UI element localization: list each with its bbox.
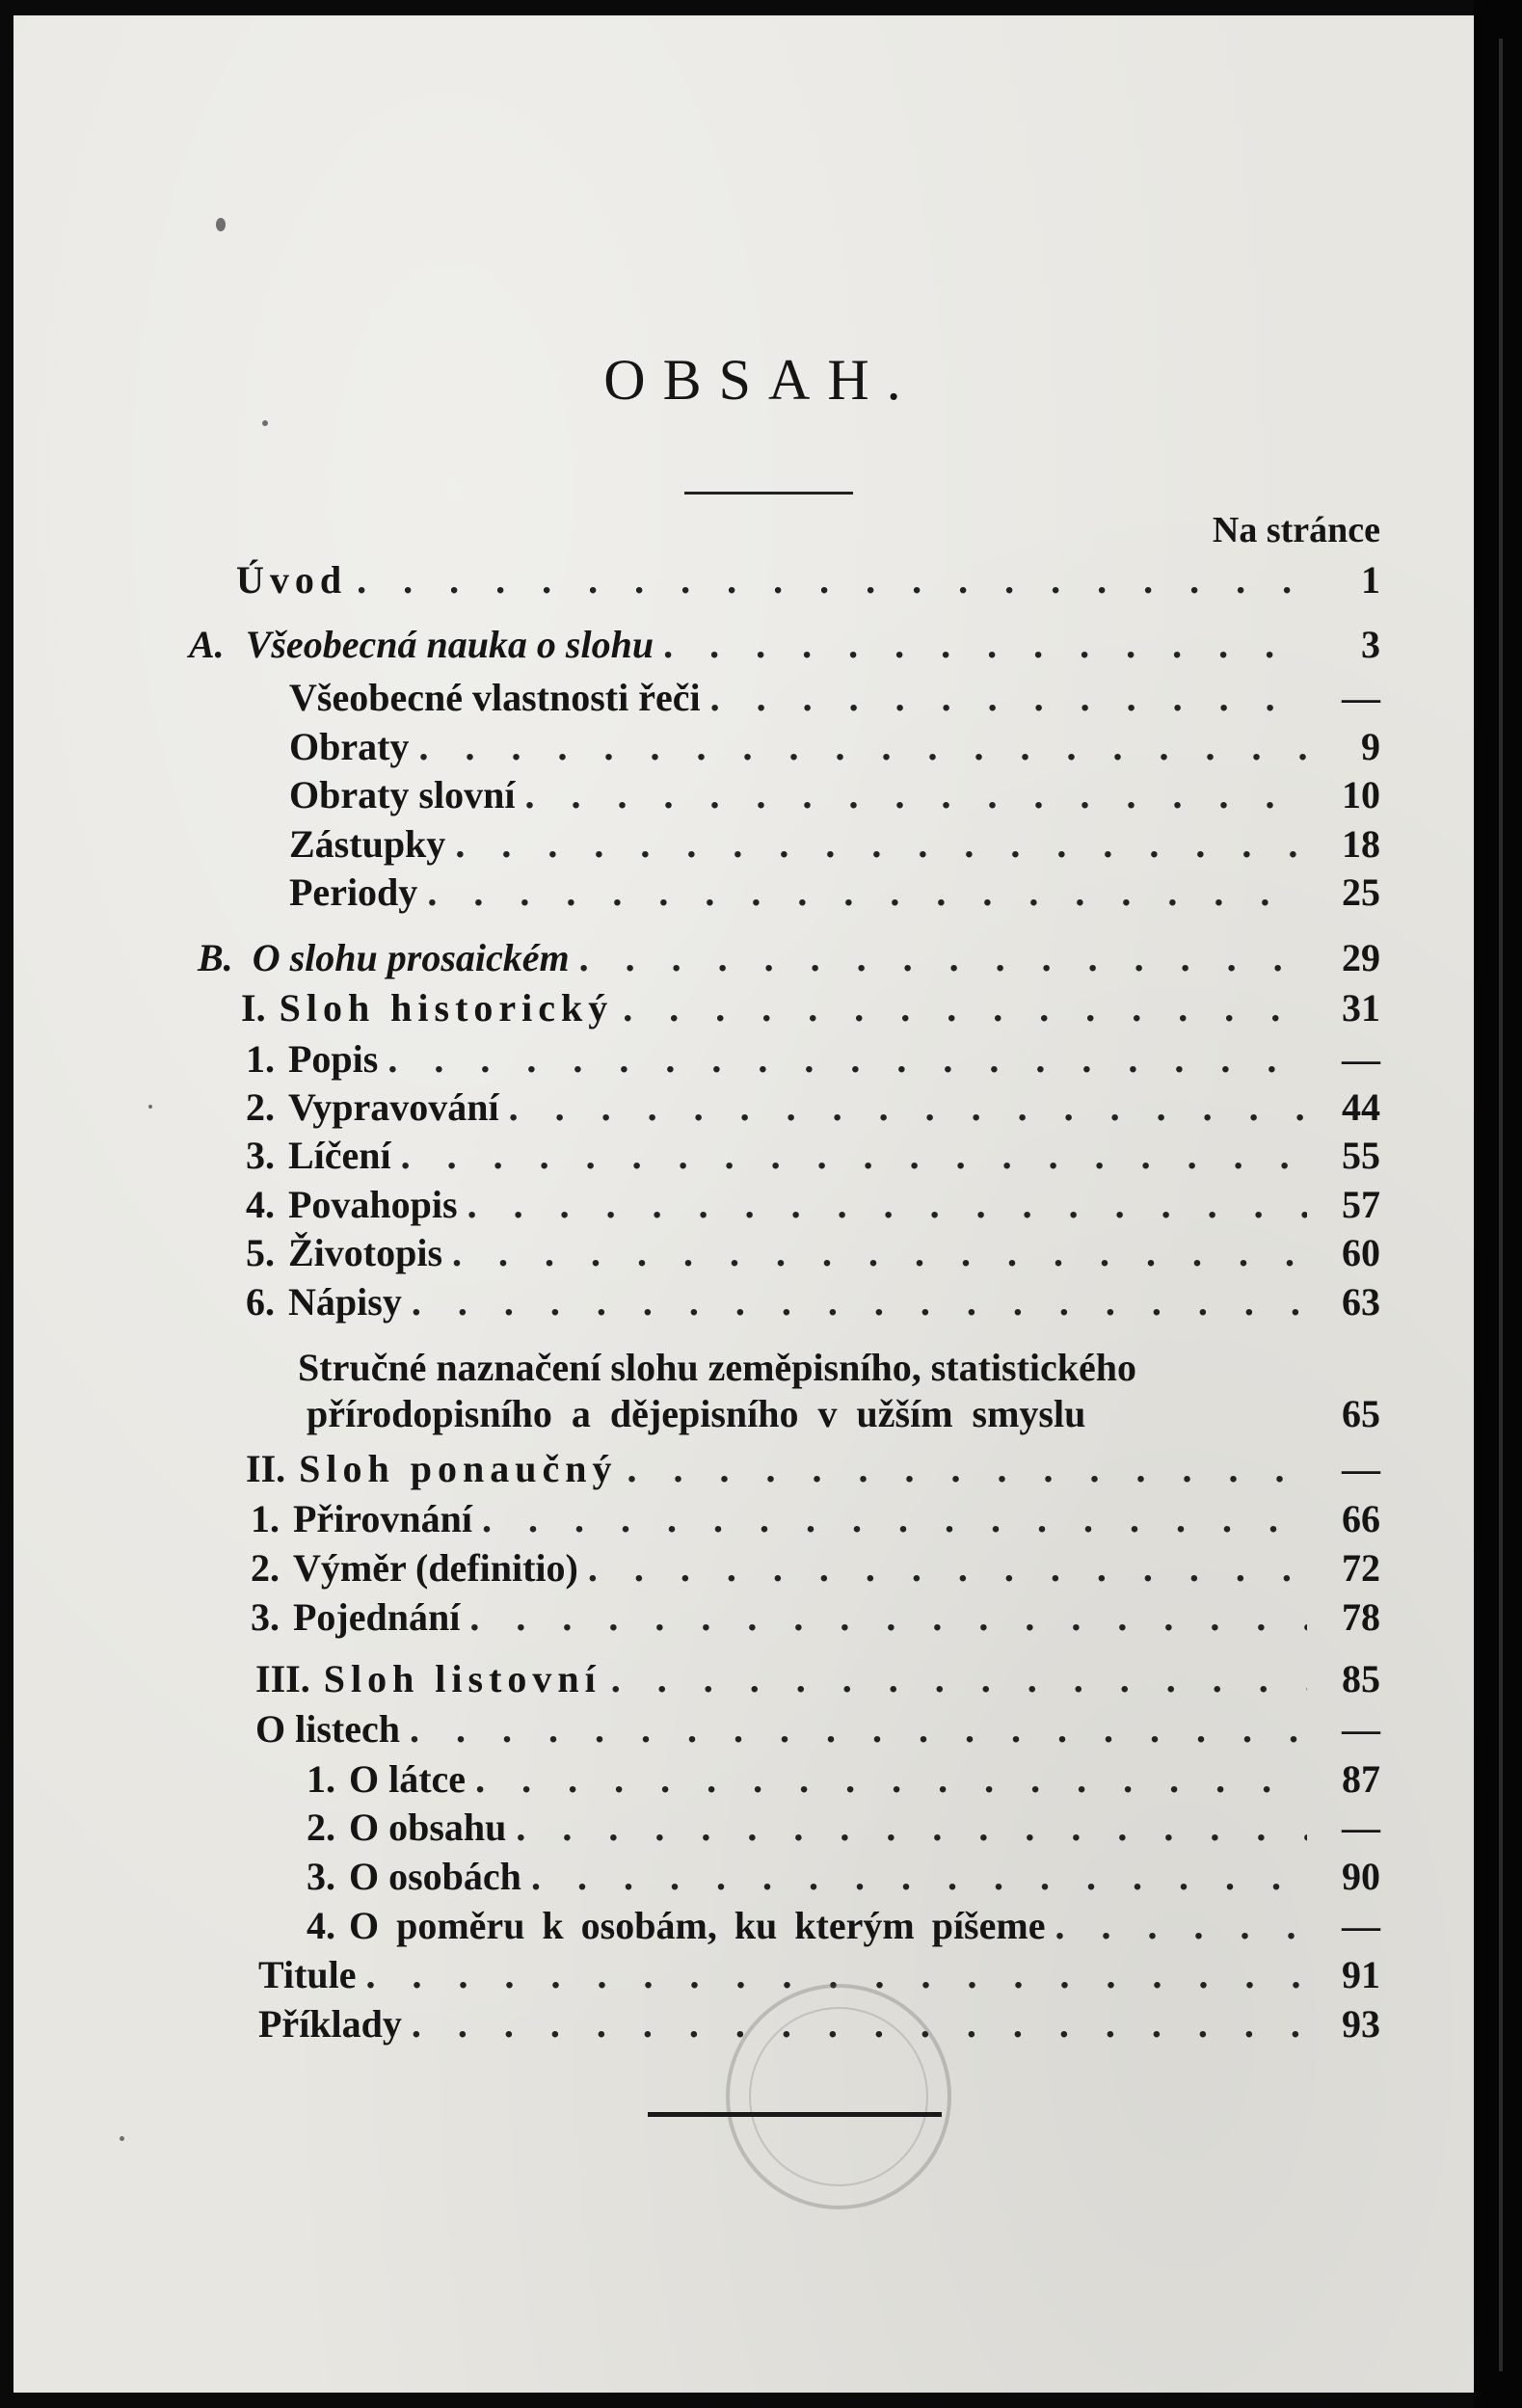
entry-label: 1. xyxy=(246,1037,275,1081)
entry-page: 93 xyxy=(1342,2002,1380,2046)
toc-entry xyxy=(289,772,1380,820)
paper-speck xyxy=(148,1105,152,1109)
note-line: Stručné naznačení slohu zeměpisního, statistického xyxy=(298,1346,1137,1389)
toc-entry xyxy=(307,1805,1380,1853)
dot-leader xyxy=(516,1805,1307,1850)
toc-entry xyxy=(251,1594,1380,1643)
entry-label: 4. xyxy=(307,1904,335,1947)
dot-leader xyxy=(452,1230,1307,1275)
entry-title: Pojednání xyxy=(293,1595,461,1639)
toc-entry-section-a xyxy=(189,622,1380,670)
entry-page: — xyxy=(1342,1447,1380,1490)
entry-page: 85 xyxy=(1342,1657,1380,1700)
entry-title: Sloh ponaučný xyxy=(299,1447,618,1490)
entry-title: Vypravování xyxy=(288,1085,499,1129)
entry-title: Povahopis xyxy=(288,1183,458,1226)
entry-title: O osobách xyxy=(349,1855,521,1898)
dot-leader xyxy=(475,1756,1307,1802)
entry-label: II. xyxy=(246,1447,286,1490)
toc-entry-section-b xyxy=(198,935,1380,983)
dot-leader xyxy=(623,985,1307,1030)
dot-leader xyxy=(524,772,1307,817)
entry-label: 4. xyxy=(246,1183,275,1226)
dot-leader xyxy=(1055,1903,1307,1948)
entry-page: 65 xyxy=(1342,1392,1380,1435)
entry-title: O slohu prosaickém xyxy=(252,936,570,979)
entry-page: 72 xyxy=(1342,1546,1380,1590)
entry-page: 1 xyxy=(1361,558,1380,602)
entry-page: 3 xyxy=(1361,623,1380,666)
entry-label: 3. xyxy=(246,1134,275,1177)
entry-page: 10 xyxy=(1342,773,1380,816)
entry-page: 44 xyxy=(1342,1085,1380,1129)
dot-leader xyxy=(611,1656,1307,1701)
toc-entry xyxy=(289,724,1380,772)
dot-leader xyxy=(531,1854,1307,1899)
entry-page: — xyxy=(1342,1904,1380,1947)
page-title: OBSAH. xyxy=(603,348,919,412)
entry-title: O obsahu xyxy=(349,1806,507,1849)
entry-title: Příklady xyxy=(258,2002,402,2046)
dot-leader xyxy=(418,724,1307,769)
entry-page: 63 xyxy=(1342,1280,1380,1324)
entry-label: 2. xyxy=(246,1085,275,1129)
entry-title: Obraty slovní xyxy=(289,773,516,816)
paper-speck xyxy=(216,218,226,231)
entry-title: Nápisy xyxy=(288,1280,402,1324)
title-rule xyxy=(684,492,853,495)
toc-entry xyxy=(307,1903,1380,1951)
paper-speck xyxy=(262,420,268,426)
entry-title: Všeobecná nauka o slohu xyxy=(245,623,654,666)
dot-leader xyxy=(455,821,1307,867)
paper-speck xyxy=(120,2136,124,2141)
entry-page: 78 xyxy=(1342,1595,1380,1639)
entry-page: — xyxy=(1342,1707,1380,1751)
toc-entry xyxy=(251,1496,1380,1544)
dot-leader xyxy=(627,1446,1307,1491)
entry-title: Titule xyxy=(258,1953,357,1996)
note-line: přírodopisního a dějepisního v užším smyslu xyxy=(307,1392,1086,1435)
entry-page: — xyxy=(1342,1806,1380,1849)
entry-title: Popis xyxy=(288,1037,379,1081)
toc-entry xyxy=(255,1706,1380,1754)
dot-leader xyxy=(469,1594,1307,1640)
entry-label: 3. xyxy=(307,1855,335,1898)
dot-leader xyxy=(509,1084,1307,1130)
dot-leader xyxy=(710,675,1307,720)
entry-label: B. xyxy=(198,936,233,979)
entry-label: 1. xyxy=(251,1497,280,1540)
toc-entry xyxy=(289,821,1380,870)
dot-leader xyxy=(579,935,1307,980)
note-entry xyxy=(307,1391,1380,1439)
toc-entry xyxy=(246,1133,1380,1181)
entry-page: 31 xyxy=(1342,986,1380,1030)
toc-entry xyxy=(246,1182,1380,1230)
entry-label: 2. xyxy=(307,1806,335,1849)
entry-page: — xyxy=(1342,1037,1380,1081)
entry-title: Zástupky xyxy=(289,822,446,866)
entry-label: A. xyxy=(189,623,225,666)
entry-title: Životopis xyxy=(288,1231,443,1274)
entry-title: Periody xyxy=(289,870,418,914)
entry-title: Přirovnání xyxy=(293,1497,472,1540)
entry-title: Líčení xyxy=(288,1134,391,1177)
entry-label: 1. xyxy=(307,1757,335,1801)
page-column-header: Na stránce xyxy=(1212,510,1380,550)
dot-leader xyxy=(467,1182,1307,1227)
dot-leader xyxy=(663,622,1307,667)
entry-title: Úvod xyxy=(236,558,348,602)
toc-entry xyxy=(246,1084,1380,1133)
entry-title: Sloh listovní xyxy=(323,1657,601,1700)
entry-title: O listech xyxy=(255,1707,400,1751)
entry-label: 6. xyxy=(246,1280,275,1324)
entry-title: Všeobecné vlastnosti řeči xyxy=(289,676,701,719)
dot-leader xyxy=(387,1036,1307,1082)
entry-page: 57 xyxy=(1342,1183,1380,1226)
toc-entry xyxy=(307,1854,1380,1902)
entry-page: 87 xyxy=(1342,1757,1380,1801)
entry-page: — xyxy=(1342,676,1380,719)
toc-entry xyxy=(246,1230,1380,1278)
dot-leader xyxy=(357,557,1307,602)
entry-page: 29 xyxy=(1342,936,1380,979)
toc-entry-part-iii xyxy=(255,1656,1380,1704)
toc-entry xyxy=(289,675,1380,723)
entry-label: I. xyxy=(241,986,266,1030)
end-rule xyxy=(648,2112,942,2117)
library-stamp xyxy=(718,1976,959,2217)
entry-title: Sloh historický xyxy=(279,986,614,1030)
dot-leader xyxy=(427,870,1307,915)
entry-title: O poměru k osobám, ku kterým píšeme xyxy=(349,1904,1046,1947)
dot-leader xyxy=(482,1496,1307,1541)
dot-leader xyxy=(401,1133,1307,1178)
entry-title: Obraty xyxy=(289,725,410,768)
entry-page: 66 xyxy=(1342,1497,1380,1540)
entry-page: 18 xyxy=(1342,822,1380,866)
entry-page: 9 xyxy=(1361,725,1380,768)
toc-entry xyxy=(289,870,1380,918)
toc-entry xyxy=(251,1545,1380,1593)
dot-leader xyxy=(588,1545,1307,1591)
toc-entry xyxy=(307,1756,1380,1805)
entry-page: 25 xyxy=(1342,870,1380,914)
toc-entry-part-ii xyxy=(246,1446,1380,1494)
entry-label: III. xyxy=(255,1657,310,1700)
entry-label: 5. xyxy=(246,1231,275,1274)
toc-entry xyxy=(246,1036,1380,1084)
toc-entry-uvod xyxy=(236,557,1380,605)
dot-leader xyxy=(410,1706,1307,1752)
entry-page: 60 xyxy=(1342,1231,1380,1274)
toc-entry xyxy=(246,1279,1380,1327)
entry-label: 2. xyxy=(251,1546,280,1590)
entry-page: 90 xyxy=(1342,1855,1380,1898)
toc-entry-part-i xyxy=(241,985,1380,1033)
dot-leader xyxy=(412,1279,1307,1324)
entry-page: 91 xyxy=(1342,1953,1380,1996)
entry-title: Výměr (definitio) xyxy=(293,1546,578,1590)
entry-label: 3. xyxy=(251,1595,280,1639)
entry-page: 55 xyxy=(1342,1134,1380,1177)
entry-title: O látce xyxy=(349,1757,467,1801)
